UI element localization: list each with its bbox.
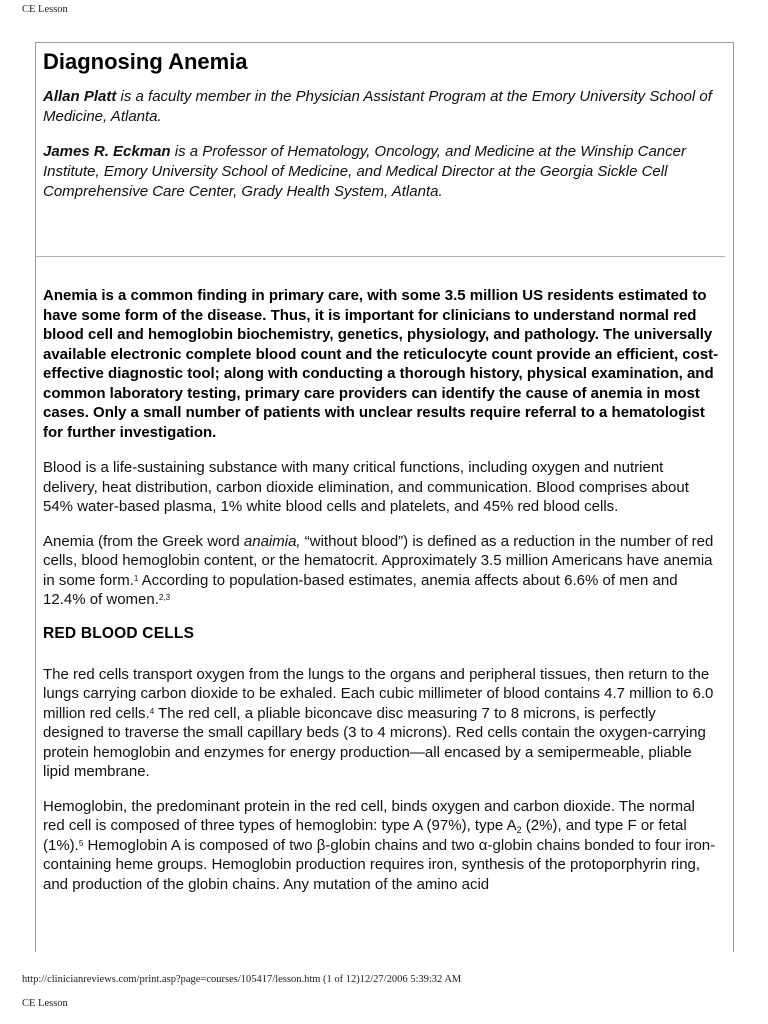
- print-footer-url: http://clinicianreviews.com/print.asp?page=courses/105417/lesson.htm (1 of 12)12/27/2006 5:39:32 AM: [22, 974, 462, 985]
- article-body: [43, 286, 719, 909]
- reference-marker: 2,3: [158, 593, 171, 602]
- subscript: 2: [516, 825, 522, 835]
- horizontal-rule: [36, 256, 725, 257]
- author-description: is a Professor of Hematology, Oncology, and Medicine at the Winship Cancer Institute, Emory University School of Medicine, and Medical Director at the Georgia Sickle Cell Comprehensive Care Center, Grady Health System, Atlanta.: [43, 143, 686, 200]
- article-title: Diagnosing Anemia: [43, 49, 248, 74]
- paragraph-red-cells: The red cells transport oxygen from the lungs to the organs and peripheral tissues, then return to the lungs carrying carbon dioxide to be exhaled. Each cubic millimeter of blood contains 4.7 million to 6.0 million red cells.$^4$ The red cell, a pliable biconcave disc measuring 7 to 8 microns, is perfectly designed to traverse the small capillary beds (3 to 4 microns). Red cells contain the oxygen-carrying protein hemoglobin and enzymes for energy production—all encased by a semipermeable, pliable lipid membrane.: [43, 665, 714, 780]
- greek-word: anaimia,: [243, 532, 301, 550]
- paragraph-hemoglobin: Hemoglobin, the predominant protein in the red cell, binds oxygen and carbon dioxide. The normal red cell is composed of three types of hemoglobin: type A (97%), type $A_2$ (2%), and type F or fetal (1%).$^5$ Hemoglobin A is composed of two β-globin chains and two α-globin chains bonded to four iron-containing heme groups. Hemoglobin production requires iron, synthesis of the protoporphyrin ring, and production of the globin chains. Any mutation of the amino acid: [43, 797, 716, 893]
- print-header: CE Lesson: [22, 4, 68, 15]
- section-heading: RED BLOOD CELLS: [43, 624, 195, 642]
- article-header: [36, 43, 733, 202]
- author-name: James R. Eckman: [43, 143, 171, 160]
- reference-marker: 1: [133, 573, 139, 583]
- author-bio: [43, 87, 723, 127]
- print-header-next-page: CE Lesson: [22, 998, 68, 1009]
- author-description: is a faculty member in the Physician Assistant Program at the Emory University School of Medicine, Atlanta.: [43, 88, 712, 125]
- author-bio: [43, 142, 723, 202]
- reference-marker: 4: [149, 706, 155, 716]
- article-abstract: Anemia is a common finding in primary care, with some 3.5 million US residents estimated to have some form of the disease. Thus, it is important for clinicians to understand normal red blood cell and hemoglobin biochemistry, genetics, physiology, and pathology. The universally available electronic complete blood count and the reticulocyte count provide an efficient, cost-effective diagnostic tool; along with conducting a thorough history, physical examination, and common laboratory testing, primary care providers can identify the cause of anemia in most cases. Only a small number of patients with unclear results require referral to a hematologist for further investigation.: [43, 287, 719, 441]
- reference-marker: 5: [78, 838, 84, 848]
- author-name: Allan Platt: [43, 88, 117, 105]
- paragraph-blood: Blood is a life-sustaining substance with many critical functions, including oxygen and nutrient delivery, heat distribution, carbon dioxide elimination, and communication. Blood comprises about 54% water-based plasma, 1% white blood cells and platelets, and 45% red blood cells.: [43, 459, 689, 515]
- article-frame: [35, 42, 734, 952]
- paragraph-anemia-definition: Anemia (from the Greek word anaimia, “without blood”) is defined as a reduction in the number of red cells, blood hemoglobin content, or the hematocrit. Approximately 3.5 million Americans have anemia in some form.$^1$ According to population-based estimates, anemia affects about 6.6% of men and 12.4% of women.$^{2,3}$: [43, 532, 714, 608]
